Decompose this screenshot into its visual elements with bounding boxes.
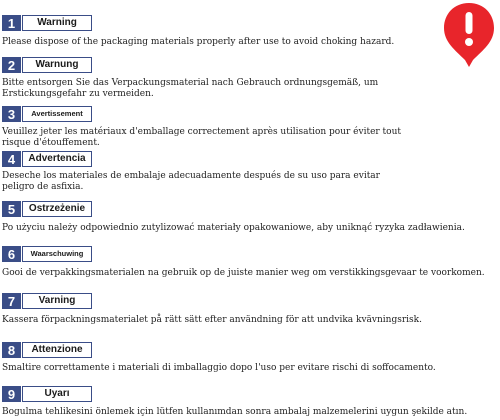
warning-header <box>2 106 92 122</box>
exclamation-bar <box>466 12 473 34</box>
warning-header <box>2 386 92 402</box>
warning-label: Advertencia <box>22 151 92 167</box>
warning-text: Bogulma tehlikesini önlemek için lütfen kullanımdan sonra ambalaj malzemelerini uygun şekilde atın. <box>2 407 468 417</box>
warning-header <box>2 201 92 217</box>
warning-header <box>2 342 92 358</box>
warning-number: 6 <box>2 246 21 262</box>
warning-text: Smaltire correttamente i materiali di imballaggio dopo l'uso per evitare rischi di soffocamento. <box>2 363 436 373</box>
warning-label: Warnung <box>22 57 92 73</box>
warning-label: Waarschuwing <box>22 246 92 262</box>
warning-number: 7 <box>2 293 21 309</box>
exclamation-dot <box>465 38 473 46</box>
warning-header <box>2 15 92 31</box>
warning-number: 9 <box>2 386 21 402</box>
warning-header <box>2 57 92 73</box>
warning-header <box>2 151 92 167</box>
warning-number: 2 <box>2 57 21 73</box>
warning-number: 4 <box>2 151 21 167</box>
exclamation-pin-icon <box>439 0 499 70</box>
warning-text: Bitte entsorgen Sie das Verpackungsmaterial nach Gebrauch ordnungsgemäß, um Erstickungsgefahr zu vermeiden. <box>2 78 379 99</box>
warning-text: Kassera förpackningsmaterialet på rätt sätt efter användning för att undvika kvävningsrisk. <box>2 315 422 325</box>
warning-label: Avertissement <box>22 106 92 122</box>
warning-number: 5 <box>2 201 21 217</box>
warning-label: Attenzione <box>22 342 92 358</box>
warning-text: Deseche los materiales de embalaje adecuadamente después de su uso para evitar peligro de asfixia. <box>2 171 380 192</box>
warning-number: 8 <box>2 342 21 358</box>
warning-number: 3 <box>2 106 21 122</box>
warning-text: Veuillez jeter les matériaux d'emballage correctement après utilisation pour éviter tout risque d'étouffement. <box>2 127 402 148</box>
warning-text: Gooi de verpakkingsmaterialen na gebruik op de juiste manier weg om verstikkingsgevaar te voorkomen. <box>2 268 485 278</box>
warning-label: Uyarı <box>22 386 92 402</box>
warning-label: Warning <box>22 15 92 31</box>
warning-text: Po użyciu należy odpowiednio zutylizować materiały opakowaniowe, aby uniknąć ryzyka zadławienia. <box>2 223 465 233</box>
warning-label: Varning <box>22 293 92 309</box>
warning-text: Please dispose of the packaging materials properly after use to avoid choking hazard. <box>2 37 395 47</box>
warning-number: 1 <box>2 15 21 31</box>
warning-header <box>2 293 92 309</box>
warning-label: Ostrzeżenie <box>22 201 92 217</box>
warning-header <box>2 246 92 262</box>
